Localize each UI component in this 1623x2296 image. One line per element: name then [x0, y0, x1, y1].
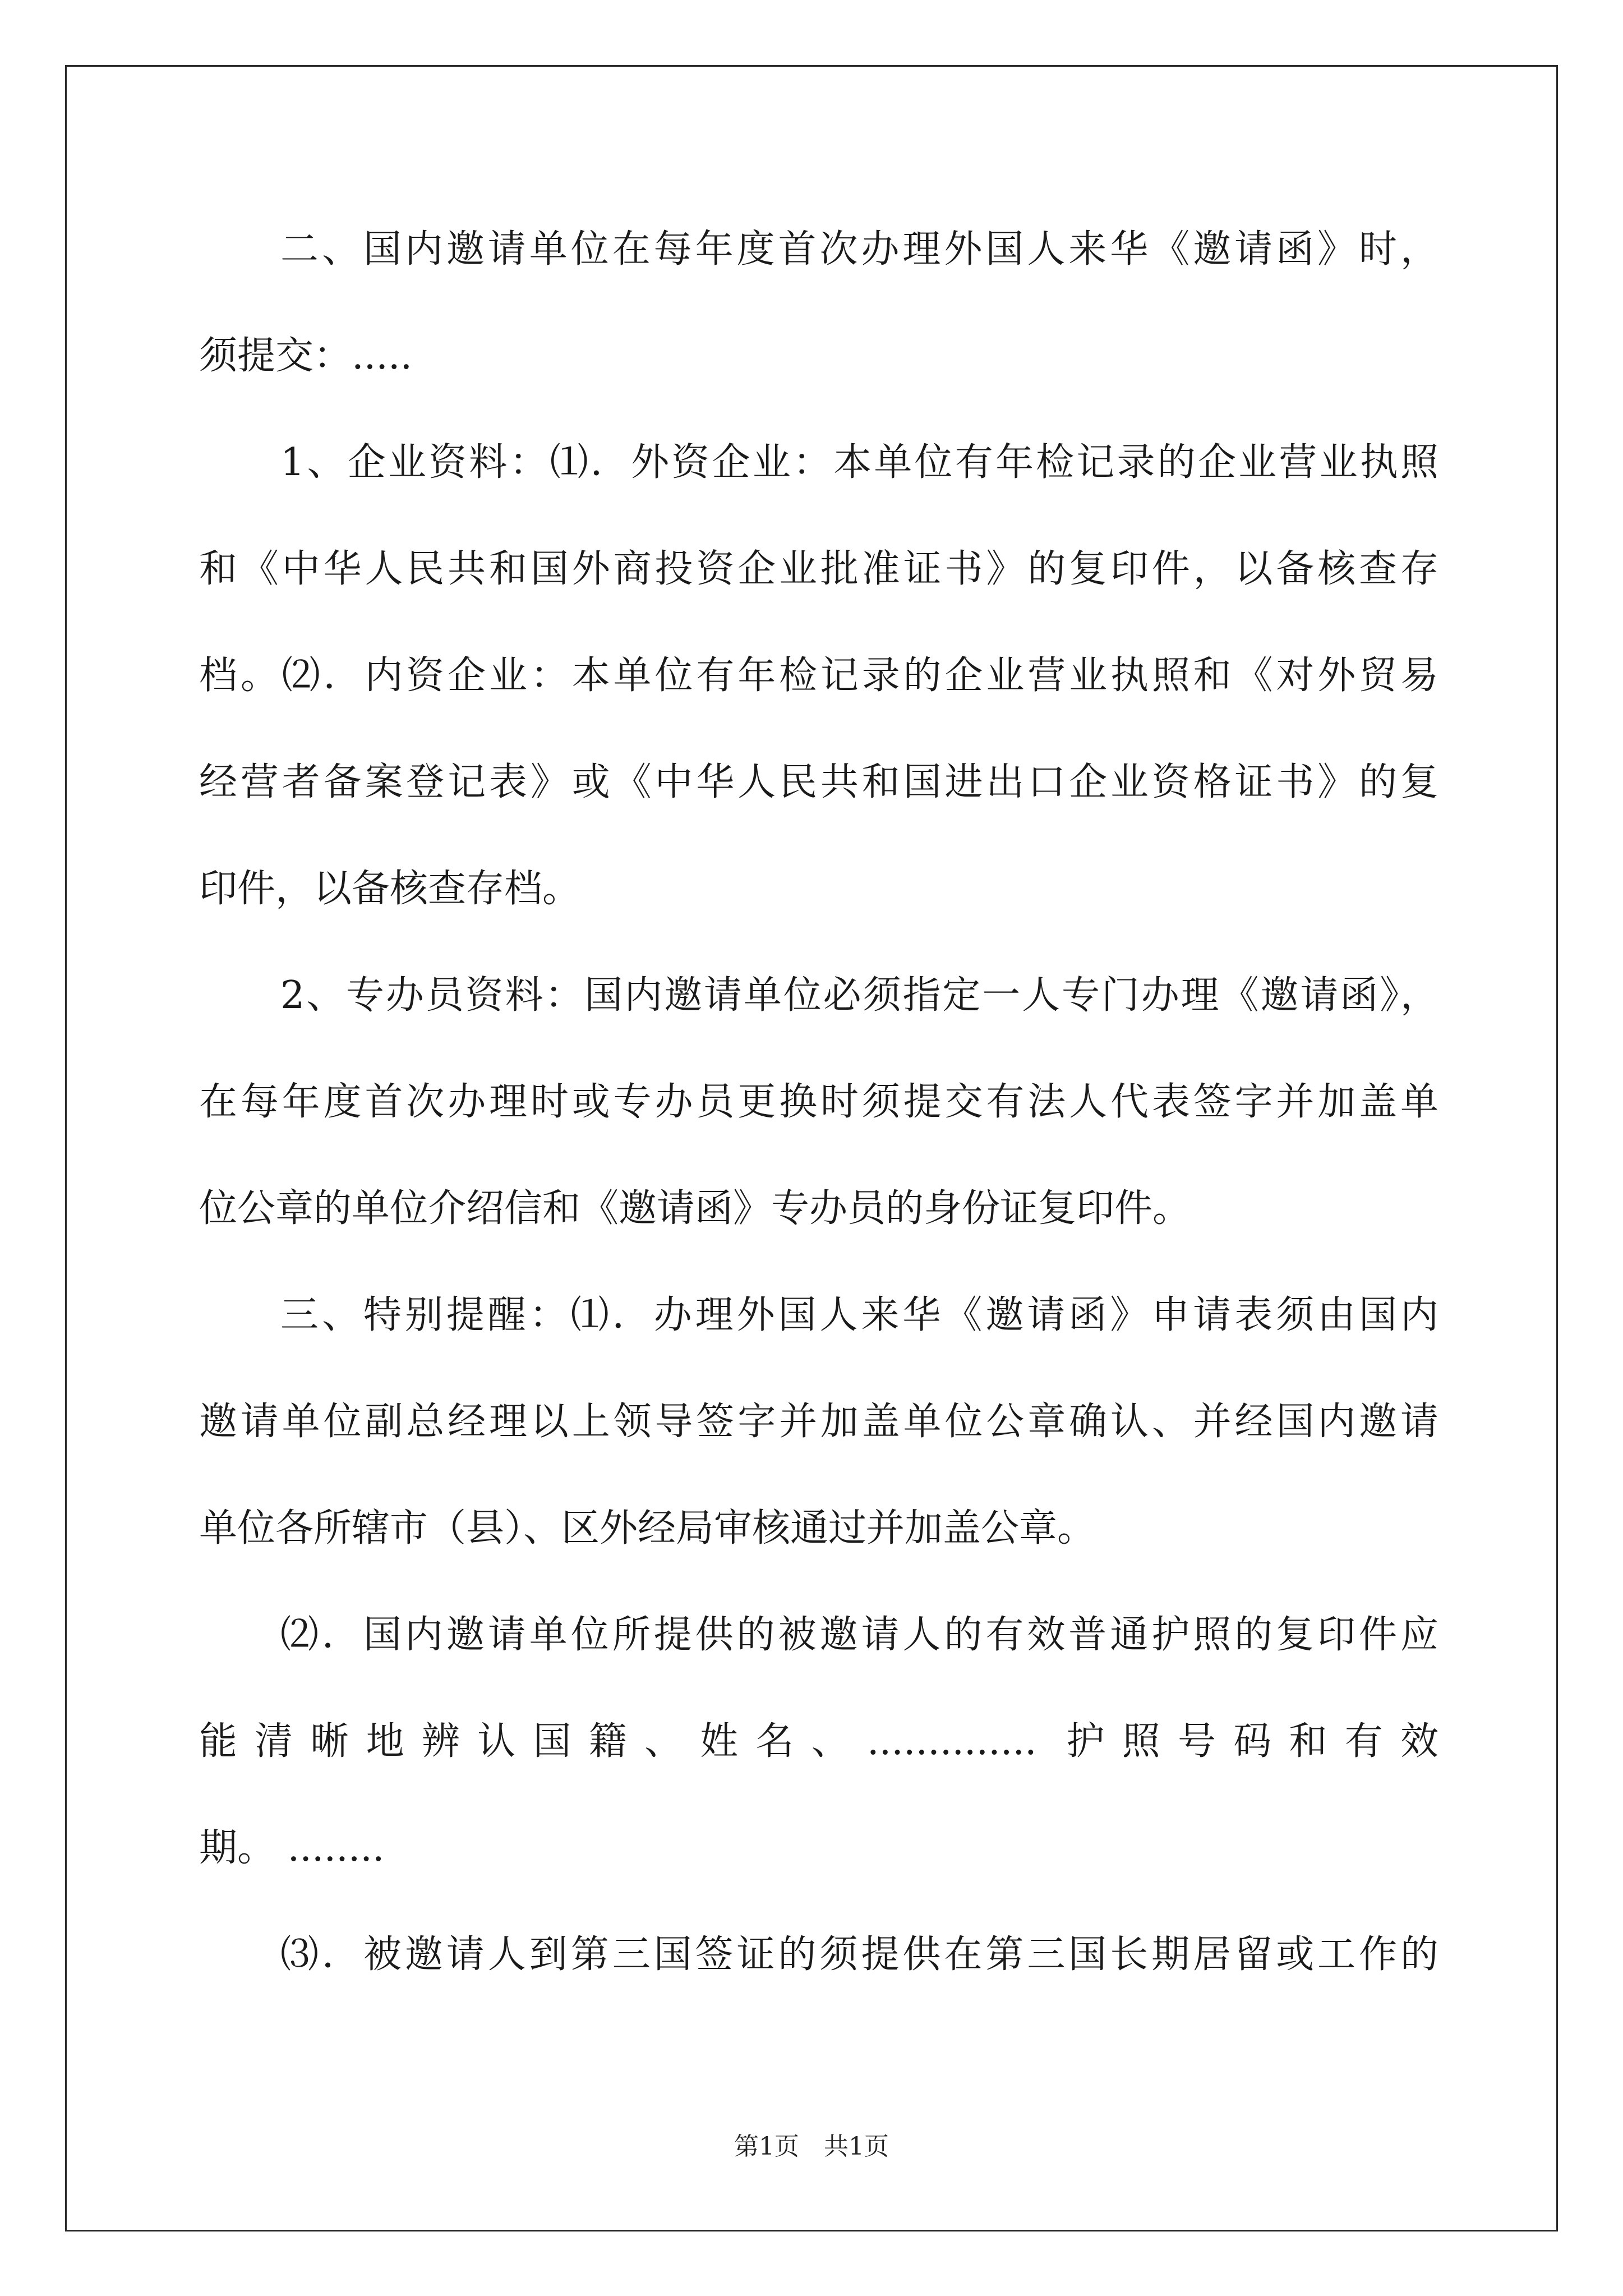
paragraph-line: 经营者备案登记表》或《中华人民共和国进出口企业资格证书》的复 [199, 760, 1438, 804]
paragraph-line: 档。⑵．内资企业：本单位有年检记录的企业营业执照和《对外贸易 [199, 654, 1438, 698]
paragraph-line: 能清晰地辨认国籍、姓名、.............. 护照号码和有效 [199, 1719, 1438, 1764]
page-number-footer: 第1页 共1页 [734, 2132, 889, 2161]
paragraph-line: 期。 ........ [199, 1826, 385, 1870]
paragraph-line: 须提交：..... [199, 334, 413, 378]
paragraph-line: 三、特别提醒：⑴．办理外国人来华《邀请函》申请表须由国内 [280, 1293, 1438, 1337]
paragraph-line: ⑶．被邀请人到第三国签证的须提供在第三国长期居留或工作的 [280, 1932, 1438, 1977]
paragraph-line: 位公章的单位介绍信和《邀请函》专办员的身份证复印件。 [199, 1186, 1191, 1231]
document-body [199, 196, 1438, 2008]
paragraph-line: 和《中华人民共和国外商投资企业批准证书》的复印件，以备核查存 [199, 547, 1438, 591]
paragraph-line: 单位各所辖市（县）、区外经局审核通过并加盖公章。 [199, 1506, 1096, 1550]
paragraph-line: ⑵．国内邀请单位所提供的被邀请人的有效普通护照的复印件应 [280, 1613, 1438, 1657]
paragraph-line: 邀请单位副总经理以上领导签字并加盖单位公章确认、并经国内邀请 [199, 1400, 1438, 1444]
paragraph-line: 2、专办员资料：国内邀请单位必须指定一人专门办理《邀请函》， [280, 973, 1438, 1018]
paragraph-line: 1、企业资料：⑴．外资企业：本单位有年检记录的企业营业执照 [280, 440, 1438, 485]
paragraph-line: 在每年度首次办理时或专办员更换时须提交有法人代表签字并加盖单 [199, 1080, 1438, 1124]
paragraph-line: 印件，以备核查存档。 [199, 867, 581, 911]
paragraph-line: 二、国内邀请单位在每年度首次办理外国人来华《邀请函》时， [280, 227, 1438, 272]
